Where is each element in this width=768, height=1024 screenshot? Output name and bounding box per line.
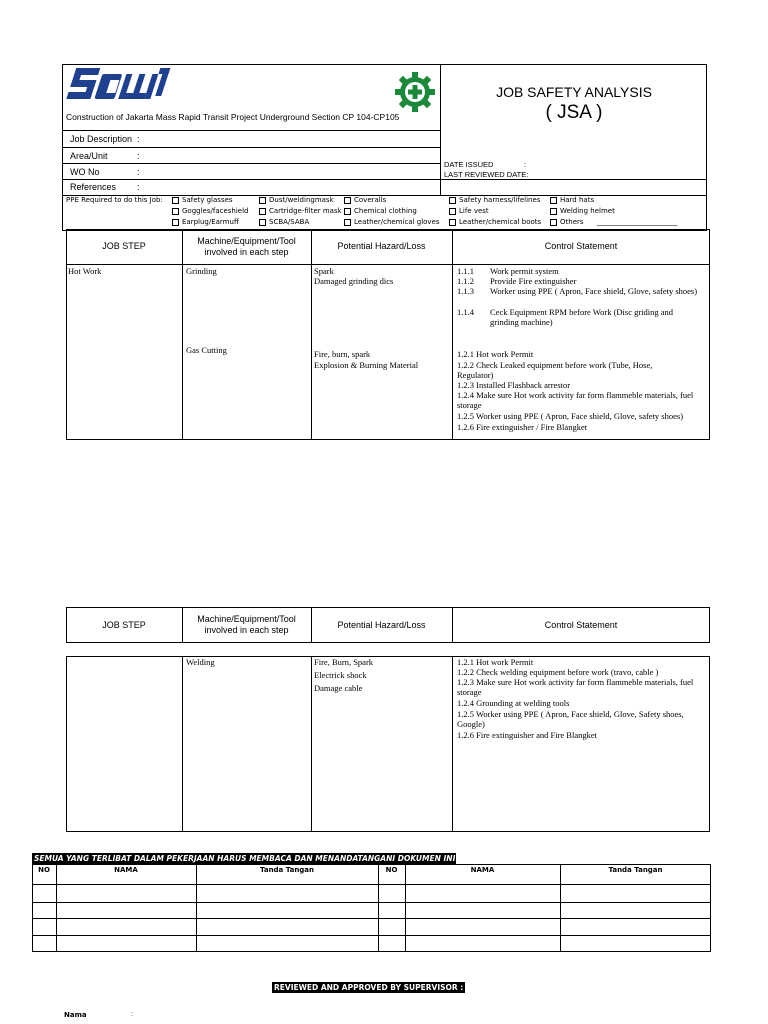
project-name: Construction of Jakarta Mass Rapid Transit Project Underground Section CP 104-CP105 [66,112,400,122]
checkbox-icon [449,219,456,226]
control-text: 1.2.2 Check Leaked equipment before work (Tube, Hose, Regulator) [457,360,653,380]
ppe-item-label: Chemical clothing [354,207,417,215]
col-line [311,656,312,832]
control-text: 1.2.2 Check welding equipment before work (travo, cable ) [457,667,659,677]
control-text: 1.2.5 Worker using PPE ( Apron, Face shield, Glove, safety shoes) [457,411,684,421]
ppe-item-label: Hard hats [560,196,595,204]
checkbox-icon [259,219,266,226]
field-job-description-label: Job Description [70,134,133,144]
control-num: 1.1.3 [457,286,474,296]
sig-header-tanda-tangan: Tanda Tangan [608,866,663,874]
control-text: Provide Fire extinguisher [490,276,577,286]
header-job-step: JOB STEP [102,241,146,251]
ppe-item-label: Life vest [459,207,489,215]
control-text: 1.2.6 Fire extinguisher / Fire Blangket [457,422,588,432]
job-step-hot-work: Hot Work [68,266,102,276]
last-reviewed-label: LAST REVIEWED DATE: [444,170,529,179]
field-colon: : [137,134,140,144]
header-machine-line2: involved in each step [204,625,289,635]
col-line [56,864,57,952]
header-control: Control Statement [544,241,618,251]
ppe-item-label: Leather/chemical gloves [354,218,440,226]
row-line [62,179,707,180]
header-hazard: Potential Hazard/Loss [337,241,426,251]
control-text: 1.2.5 Worker using PPE ( Apron, Face shield, Glove, Safety shoes, Google) [457,709,684,729]
ppe-label: PPE Required to do this Job: [66,196,163,204]
checkbox-icon [259,208,266,215]
field-colon: : [137,167,140,177]
ppe-goggles[interactable] [172,207,248,215]
sig-header-tanda-tangan: Tanda Tangan [259,866,315,874]
ppe-safety-glasses[interactable] [172,196,233,204]
control-text: Ceck Equipment RPM before Work (Disc griding and grinding machine) [490,307,674,327]
ppe-welding-helmet[interactable] [550,207,615,215]
machine-welding: Welding [186,657,215,667]
machine-grinding: Grinding [186,266,217,276]
control-text: 1.2.4 Grounding at welding tools [457,698,570,708]
ppe-scba[interactable] [259,218,309,226]
page-title-abbr: ( JSA ) [545,102,603,123]
field-references-label: References [70,182,117,192]
sig-header-no: NO [38,866,50,874]
date-issued-label: DATE ISSUED [444,160,494,169]
col-line [182,656,183,832]
checkbox-icon [550,219,557,226]
checkbox-icon [449,208,456,215]
field-colon: : [137,151,140,161]
ppe-item-label: Welding helmet [560,207,615,215]
ppe-item-label: Coveralls [354,196,387,204]
row-line [62,163,440,164]
checkbox-icon [344,197,351,204]
control-num: 1.1.4 [457,307,474,317]
field-area-label: Area/Unit [70,151,108,161]
checkbox-icon [550,197,557,204]
company-logo [63,66,173,102]
header-machine [182,229,311,264]
header-machine-line1: Machine/Equipment/Tool [197,614,296,624]
ppe-item-label: Dust/weldingmask [269,196,334,204]
control-text: 1.2.1 Hot work Permit [457,349,534,359]
row-line [32,884,711,885]
col-line [378,864,379,952]
ppe-item-label: Safety harness/lifelines [459,196,541,204]
control-num: 1.1.1 [457,266,474,276]
ppe-dust-mask[interactable] [259,196,334,204]
row-line [62,147,440,148]
checkbox-icon [550,208,557,215]
field-wo-label: WO No [70,167,100,177]
header-machine [182,607,311,643]
row-line [66,264,710,265]
hazard-item: Spark [314,266,334,276]
hazard-item: Electrick shock [314,670,367,680]
header-machine-line1: Machine/Equipment/Tool [197,235,296,246]
row-line [32,918,711,919]
sig-header-nama: NAMA [114,866,138,874]
ppe-coveralls[interactable] [344,196,386,204]
safety-gear-cross-icon [393,70,437,114]
footer-nama-label: Nama [64,1011,87,1019]
row-line [32,935,711,936]
col-line [560,864,561,952]
ppe-leather-boots[interactable] [449,218,541,226]
signature-banner: SEMUA YANG TERLIBAT DALAM PEKERJAAN HARUS MEMBACA DAN MENANDATANGANI DOKUMEN INI [34,854,456,863]
control-text: 1.2.3 Make sure Hot work activity far form flammeble materials, fuel storage [457,677,694,697]
row-line [32,902,711,903]
control-num: 1.1.2 [457,276,474,286]
field-colon: : [137,182,140,192]
control-text: 1.2.1 Hot work Permit [457,657,534,667]
header-machine-line2: involved in each step [204,246,289,257]
hazard-item: Fire, burn, spark [314,349,371,359]
ppe-item-label: Leather/chemical boots [459,218,542,226]
header-control: Control Statement [544,619,618,630]
sig-header-no: NO [385,866,398,874]
hazard-item: Fire, Burn, Spark [314,657,374,667]
control-text: 1.2.6 Fire extinguisher and Fire Blangket [457,730,597,740]
sig-header-nama: NAMA [470,866,495,874]
ppe-item-label: Earplug/Earmuff [182,218,239,226]
reviewed-banner: REVIEWED AND APPROVED BY SUPERVISOR : [274,983,464,992]
date-issued-colon: : [524,160,527,169]
ppe-others[interactable] [550,218,584,226]
page-title: JOB SAFETY ANALYSIS [496,84,652,100]
header-job-step: JOB STEP [102,619,146,630]
checkbox-icon [344,208,351,215]
col-line [196,864,197,952]
ppe-item-label: Safety glasses [182,196,233,204]
control-text: 1.2.4 Make sure Hot work activity far form flammeble materials, fuel storage [457,390,694,410]
footer-nama-colon: : [131,1011,133,1018]
ppe-leather-gloves[interactable] [344,218,440,226]
col-line [405,864,406,952]
signature-table [32,864,711,952]
ppe-cartridge-mask[interactable] [259,207,342,215]
hazard-item: Damage cable [314,683,363,693]
control-text: Worker using PPE ( Apron, Face shield, Glove, safety shoes) [490,286,698,296]
checkbox-icon [449,197,456,204]
control-text: 1.2.3 Installed Flashback arrestor [457,380,571,390]
ppe-earplug[interactable] [172,218,239,226]
checkbox-icon [344,219,351,226]
ppe-item-label: Goggles/faceshield [182,207,249,215]
ppe-item-label: Others [560,218,584,226]
col-line [452,656,453,832]
hazard-item: Damaged grinding dics [314,276,394,286]
control-text: Work permit system [490,266,559,276]
checkbox-icon [172,219,179,226]
ppe-safety-harness[interactable] [449,196,540,204]
header-hazard: Potential Hazard/Loss [337,619,426,630]
hazard-item: Explosion & Burning Material [314,360,419,370]
checkbox-icon [259,197,266,204]
ppe-item-label: Cartridge-filter mask [269,207,342,215]
row-line [62,130,440,131]
ppe-hard-hats[interactable] [550,196,594,204]
ppe-others-line[interactable]: _______________________ [597,218,678,226]
machine-gas-cutting: Gas Cutting [186,345,227,355]
ppe-life-vest[interactable] [449,207,489,215]
ppe-item-label: SCBA/SABA [269,218,310,226]
checkbox-icon [172,197,179,204]
checkbox-icon [172,208,179,215]
ppe-chemical-clothing[interactable] [344,207,417,215]
